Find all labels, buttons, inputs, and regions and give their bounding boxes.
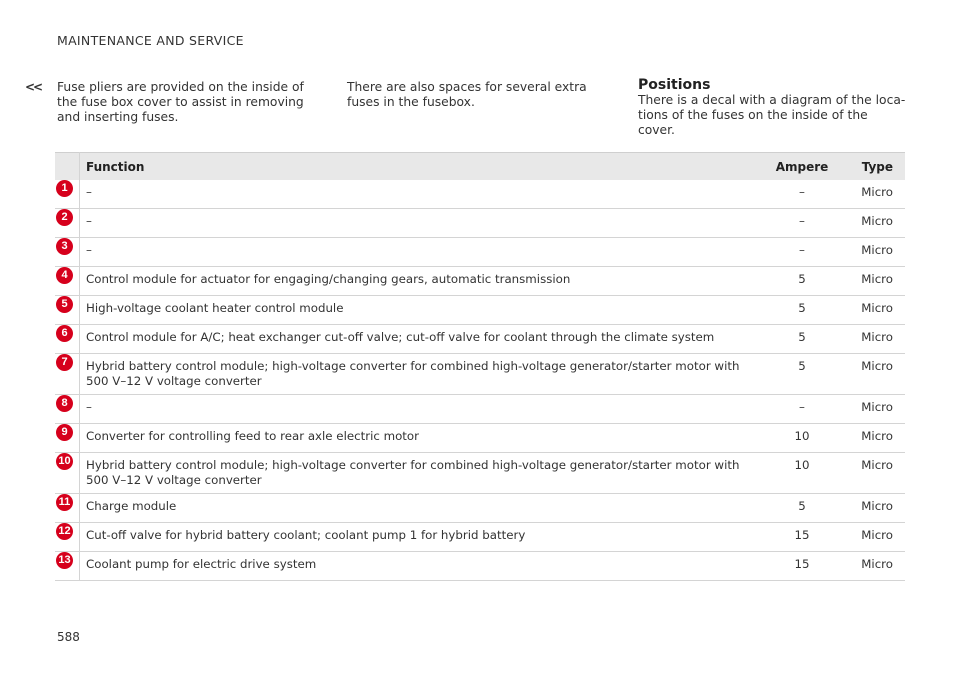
fuse-number-badge: 10 (56, 453, 73, 470)
fuse-function: Coolant pump for electric drive system (80, 552, 768, 581)
table-row (55, 494, 905, 523)
fuse-type: Micro (837, 267, 905, 296)
fuse-ampere: 15 (767, 552, 837, 581)
fuse-ampere: 5 (767, 354, 837, 395)
fuse-type: Micro (837, 395, 905, 424)
fuse-number-badge: 6 (56, 325, 73, 342)
fuse-function: – (80, 209, 768, 238)
fuse-type: Micro (837, 552, 905, 581)
fuse-function: – (80, 238, 768, 267)
fuse-number-cell (55, 354, 80, 395)
fuse-function: Cut-off valve for hybrid battery coolant; coolant pump 1 for hybrid battery (80, 523, 768, 552)
fuse-number-badge: 2 (56, 209, 73, 226)
fuse-number-cell (55, 424, 80, 453)
header-ampere: Ampere (767, 153, 837, 181)
fuse-table (55, 152, 905, 581)
positions-section (638, 78, 908, 138)
fuse-number-cell (55, 494, 80, 523)
fuse-function: – (80, 180, 768, 209)
fuse-number-cell (55, 180, 80, 209)
fuse-type: Micro (837, 523, 905, 552)
table-row (55, 209, 905, 238)
fuse-function: Charge module (80, 494, 768, 523)
positions-text: There is a decal with a diagram of the loca-tions of the fuses on the inside of the cover. (638, 93, 906, 137)
fuse-number-cell (55, 453, 80, 494)
page-number: 588 (57, 630, 80, 644)
intro-extra-fuses: There are also spaces for several extra fuses in the fusebox. (347, 80, 587, 109)
fuse-type: Micro (837, 453, 905, 494)
table-row (55, 180, 905, 209)
table-row (55, 238, 905, 267)
fuse-number-badge: 5 (56, 296, 73, 313)
section-title: MAINTENANCE AND SERVICE (57, 33, 244, 48)
fuse-type: Micro (837, 325, 905, 354)
header-function: Function (80, 153, 768, 181)
fuse-ampere: – (767, 238, 837, 267)
header-type: Type (837, 153, 905, 181)
fuse-number-cell (55, 523, 80, 552)
fuse-function: Hybrid battery control module; high-voltage converter for combined high-voltage generator/starter motor with 500 V–12 V voltage converter (80, 453, 768, 494)
table-row (55, 395, 905, 424)
table-row (55, 354, 905, 395)
table-row (55, 523, 905, 552)
fuse-number-cell (55, 238, 80, 267)
fuse-function: Control module for actuator for engaging/changing gears, automatic transmission (80, 267, 768, 296)
table-row (55, 424, 905, 453)
fuse-type: Micro (837, 180, 905, 209)
fuse-type: Micro (837, 494, 905, 523)
table-row (55, 267, 905, 296)
table-header-row (55, 153, 905, 181)
fuse-type: Micro (837, 238, 905, 267)
fuse-function: Converter for controlling feed to rear axle electric motor (80, 424, 768, 453)
table-row (55, 325, 905, 354)
fuse-function: Control module for A/C; heat exchanger cut-off valve; cut-off valve for coolant through the climate system (80, 325, 768, 354)
fuse-type: Micro (837, 296, 905, 325)
fuse-number-cell (55, 267, 80, 296)
fuse-number-badge: 1 (56, 180, 73, 197)
fuse-number-badge: 4 (56, 267, 73, 284)
fuse-ampere: 10 (767, 453, 837, 494)
fuse-ampere: 5 (767, 494, 837, 523)
fuse-number-cell (55, 325, 80, 354)
fuse-ampere: 5 (767, 296, 837, 325)
fuse-number-badge: 11 (56, 494, 73, 511)
fuse-number-cell (55, 296, 80, 325)
fuse-number-badge: 9 (56, 424, 73, 441)
fuse-ampere: 5 (767, 325, 837, 354)
fuse-number-badge: 12 (56, 523, 73, 540)
fuse-function: – (80, 395, 768, 424)
fuse-ampere: 15 (767, 523, 837, 552)
fuse-number-badge: 3 (56, 238, 73, 255)
fuse-number-badge: 13 (56, 552, 73, 569)
fuse-ampere: 10 (767, 424, 837, 453)
table-row (55, 453, 905, 494)
fuse-ampere: 5 (767, 267, 837, 296)
table-row (55, 296, 905, 325)
table-row (55, 552, 905, 581)
fuse-number-cell (55, 552, 80, 581)
fuse-ampere: – (767, 395, 837, 424)
fuse-number-badge: 8 (56, 395, 73, 412)
fuse-number-cell (55, 395, 80, 424)
fuse-ampere: – (767, 209, 837, 238)
fuse-function: High-voltage coolant heater control module (80, 296, 768, 325)
positions-heading: Positions (638, 77, 711, 93)
fuse-number-badge: 7 (56, 354, 73, 371)
fuse-number-cell (55, 209, 80, 238)
fuse-function: Hybrid battery control module; high-voltage converter for combined high-voltage generator/starter motor with 500 V–12 V voltage converter (80, 354, 768, 395)
previous-page-arrows[interactable]: << (25, 80, 42, 94)
fuse-ampere: – (767, 180, 837, 209)
header-number (55, 153, 80, 181)
fuse-type: Micro (837, 354, 905, 395)
intro-fuse-pliers: Fuse pliers are provided on the inside of the fuse box cover to assist in removing and inserting fuses. (57, 80, 304, 124)
fuse-type: Micro (837, 209, 905, 238)
fuse-type: Micro (837, 424, 905, 453)
